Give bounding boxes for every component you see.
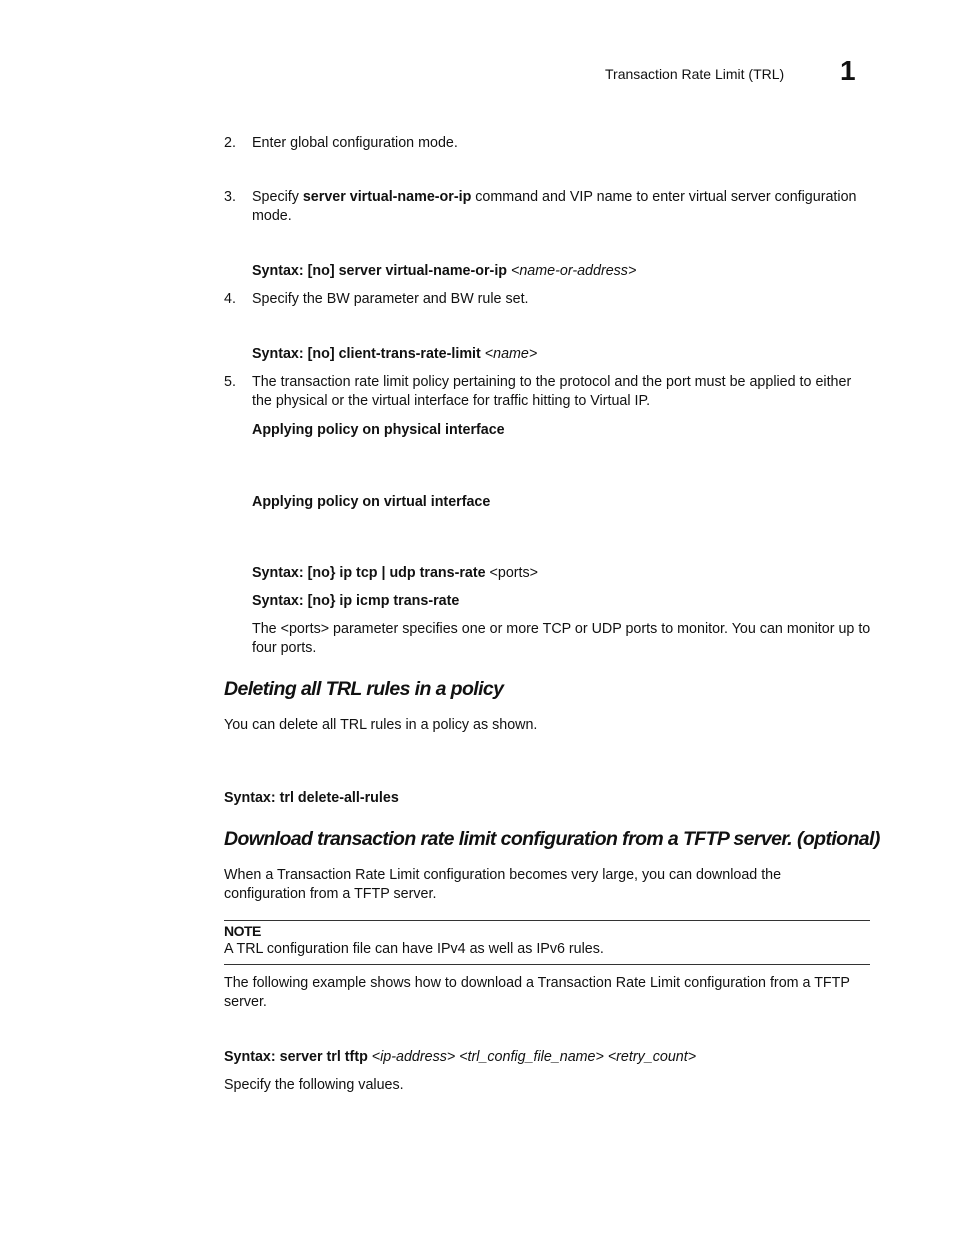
syntax-label: Syntax: [no} ip tcp | udp trans-rate [252,565,490,581]
step-text-post: command and VIP name to enter virtual server configuration mode. [252,189,857,224]
chapter-number: 1 [840,55,856,86]
section-intro: When a Transaction Rate Limit configuration becomes very large, you can download the configuration from a TFTP server. [224,867,782,902]
section-heading-download-tftp: Download transaction rate limit configuration from a TFTP server. (optional) [224,828,880,850]
step-text: Specify the BW parameter and BW rule set. [252,291,529,307]
section-intro: You can delete all TRL rules in a policy as shown. [224,717,538,733]
syntax-label: Syntax: [no] server virtual-name-or-ip [252,263,511,279]
syntax-ip-icmp: Syntax: [no} ip icmp trans-rate [252,593,460,609]
step-number: 5. [224,374,236,390]
note-label: NOTE [224,923,261,939]
step-number: 4. [224,291,236,307]
step-text: The transaction rate limit policy pertaining to the protocol and the port must be applied to either the physical or the virtual interface for traffic hitting to Virtual IP. [252,374,852,409]
syntax-server-virtual [252,262,636,281]
applying-virtual-heading: Applying policy on virtual interface [252,494,491,510]
section-heading-delete-rules: Deleting all TRL rules in a policy [224,678,504,700]
syntax-label: Syntax: [no] client-trans-rate-limit [252,346,485,362]
step-text: Enter global configuration mode. [252,135,458,151]
ports-description: The <ports> parameter specifies one or more TCP or UDP ports to monitor. You can monitor up to four ports. [252,621,871,656]
syntax-client-trans-rate [252,345,537,364]
specify-values-text: Specify the following values. [224,1077,404,1093]
step-number: 2. [224,135,236,151]
syntax-server-trl-tftp [224,1048,696,1067]
syntax-param: <ports> [489,565,539,581]
syntax-param: <name-or-address> [511,263,637,279]
step-text [252,188,872,226]
running-header-title: Transaction Rate Limit (TRL) [605,66,785,82]
command-name: server virtual-name-or-ip [302,189,472,205]
applying-physical-heading: Applying policy on physical interface [252,422,505,438]
syntax-label: Syntax: server trl tftp [224,1049,372,1065]
syntax-trl-delete: Syntax: trl delete-all-rules [224,790,399,806]
example-text: The following example shows how to download a Transaction Rate Limit configuration from a TFTP server. [224,975,850,1010]
step-number: 3. [224,189,236,205]
note-top-rule [224,920,870,921]
step-text-pre: Specify [252,189,303,205]
note-bottom-rule [224,964,870,965]
syntax-params: <ip-address> <trl_config_file_name> <retry_count> [371,1049,697,1065]
note-text: A TRL configuration file can have IPv4 as well as IPv6 rules. [224,941,604,957]
syntax-ip-tcp [252,564,538,583]
syntax-param: <name> [484,346,538,362]
